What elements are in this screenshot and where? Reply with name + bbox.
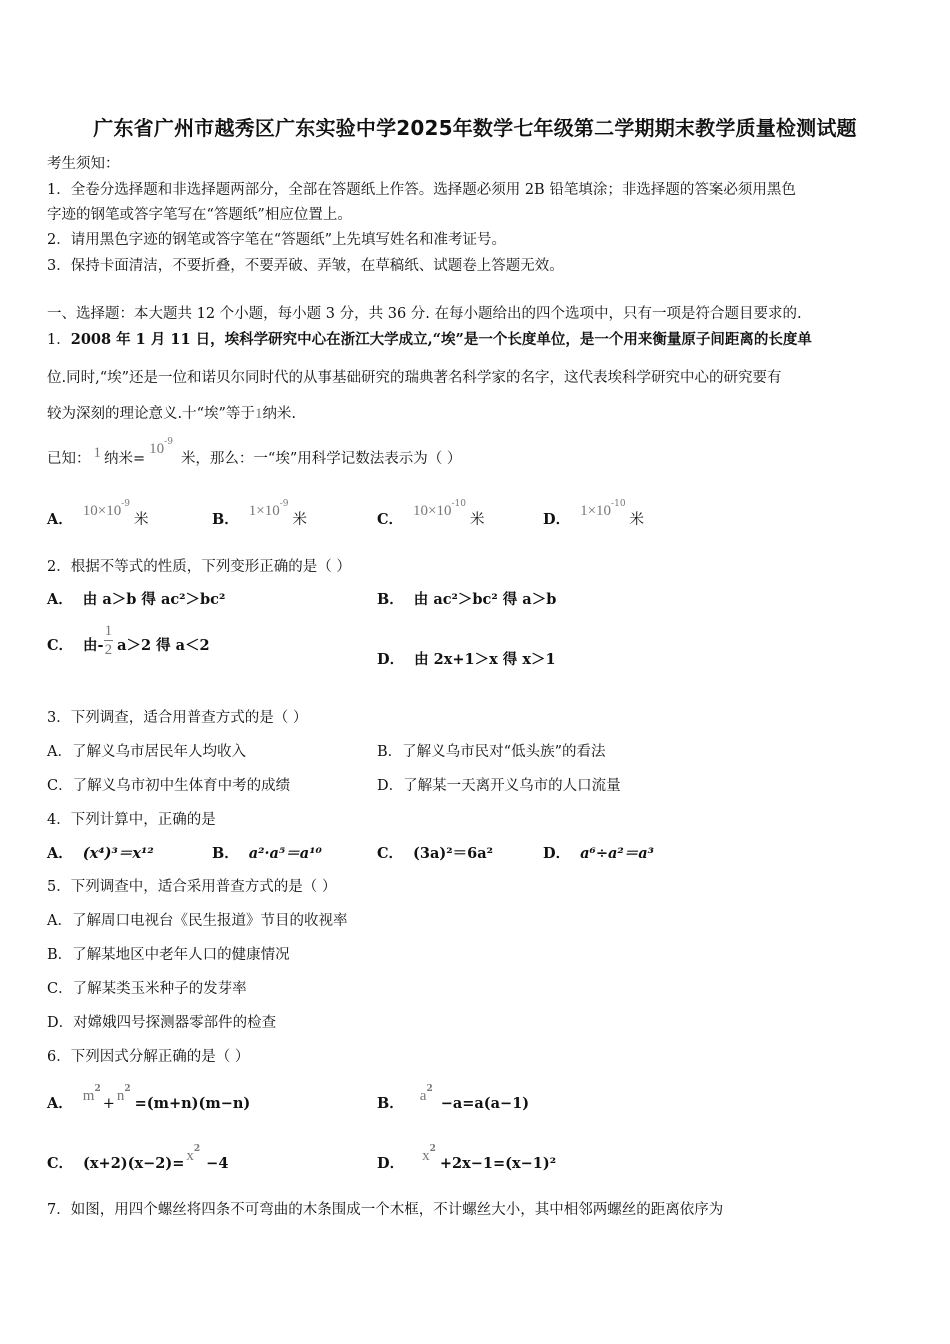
question-1-number: 1． [47,332,71,348]
option-letter: B． [377,1095,404,1112]
option-prefix: 由- [83,636,104,654]
option-letter: D． [543,845,571,862]
question-1-stem-line-1: 2008 年 1 月 11 日，埃科学研究中心在浙江大学成立,“埃”是一个长度单位，是一个用来衡量原子间距离的长度单 [70,331,812,348]
question-5-option-a[interactable]: A．了解周口电视台《民生报道》节目的收视率 [47,913,348,929]
question-6-option-d[interactable] [377,1144,557,1173]
question-2-option-c[interactable] [47,622,210,659]
question-5-option-d[interactable]: D．对嫦娥四号探测器零部件的检查 [47,1015,277,1031]
option-letter: B． [212,845,239,862]
exp-2: 2 [124,1084,131,1094]
question-6-text: 下列因式分解正确的是（ ） [70,1049,250,1065]
question-2-number: 2． [47,559,71,575]
question-1-option-b[interactable] [212,499,308,529]
question-6-option-b[interactable] [377,1084,530,1113]
notice-item-2: 2．请用黑色字迹的钢笔或答字笔在“答题纸”上先填写姓名和准考证号。 [47,232,507,248]
question-2-option-a[interactable] [47,588,225,609]
question-1-option-d[interactable] [543,499,645,529]
option-coef: 10 [413,503,429,519]
question-1-one: 1 [254,406,263,422]
var-x: x [422,1148,430,1164]
question-6-option-a[interactable] [47,1084,251,1113]
notice-item-3: 3．保持卡面清洁，不要折叠，不要弄破、弄皱，在草稿纸、试题卷上答题无效。 [47,258,564,274]
option-expression: +2x−1=(x−1)² [439,1155,557,1172]
question-3-option-b[interactable]: B．了解义乌市民对“低头族”的看法 [377,744,606,760]
option-coef: 10 [82,503,98,519]
question-1-line-3 [47,402,296,423]
var-a: a [419,1088,427,1104]
question-3-number: 3． [47,710,71,726]
option-expression: (3a)²＝6a² [413,845,493,862]
question-5-text: 下列调查中，适合采用普查方式的是（ ） [70,879,337,895]
question-7-stem [47,1198,723,1219]
question-3-option-c[interactable]: C．了解义乌市初中生体育中考的成绩 [47,778,291,794]
option-unit: 米 [629,512,645,528]
fraction-one-half [104,622,114,659]
exp-2: 2 [426,1084,433,1094]
option-letter: A． [47,591,73,608]
option-letter: A． [47,1095,73,1112]
var-n: n [116,1088,125,1104]
option-exp: -9 [121,499,131,509]
notice-item-1-line-1: 1．全卷分选择题和非选择题两部分，全部在答题纸上作答。选择题必须用 2B 铅笔填涂；非选择题的答案必须用黑色 [47,182,796,198]
option-base: ×10 [97,503,122,519]
option-letter: C． [377,511,404,528]
question-4-option-b[interactable] [212,842,322,863]
question-3-stem [47,706,307,727]
option-expression: a⁶÷a²＝a³ [580,845,654,862]
question-7-number: 7． [47,1202,71,1218]
question-2-option-b[interactable] [377,588,556,609]
exp-2: 2 [429,1144,436,1154]
question-5-option-b[interactable]: B．了解某地区中老年人口的健康情况 [47,947,290,963]
notice-item-1-line-2: 字迹的钢笔或答字笔写在“答题纸”相应位置上。 [47,207,352,223]
option-base: ×10 [256,503,280,519]
option-letter: D． [377,651,405,668]
option-exp: -10 [451,499,467,509]
question-6-number: 6． [47,1049,71,1065]
question-5-number: 5． [47,879,71,895]
option-expression: (x+2)(x−2)= [83,1155,185,1172]
question-1-given: 已知： [47,451,91,467]
option-expression-rest: −4 [206,1155,229,1172]
question-1-nm: 纳米= [104,451,146,467]
question-1-ask: 米，那么：一“埃”用科学记数法表示为（ ） [180,451,462,467]
option-unit: 米 [292,512,308,528]
question-1-line-3-text: 较为深刻的理论意义.十“埃”等于 [47,406,255,422]
question-1-line-2: 位.同时,“埃”还是一位和诺贝尔同时代的从事基础研究的瑞典著名科学家的名字，这代表埃科学研究中心的研究要有 [47,370,782,386]
question-5-stem [47,875,336,896]
option-expression: a²·a⁵＝a¹⁰ [248,845,322,862]
option-letter: D． [377,1155,405,1172]
question-4-number: 4． [47,812,71,828]
option-text: 由 2x+1＞x 得 x＞1 [414,651,556,668]
option-text: 由 ac²＞bc² 得 a＞b [413,591,557,608]
option-coef: 1 [248,503,257,519]
question-7-text: 如图，用四个螺丝将四条不可弯曲的木条围成一个木框，不计螺丝大小，其中相邻两螺丝的距离依序为 [70,1202,724,1218]
question-1-option-c[interactable] [377,499,485,529]
option-expression: −a=a(a−1) [440,1095,530,1112]
fraction-denominator: 2 [104,642,113,658]
var-x: x [186,1148,194,1164]
plus-sign: + [102,1096,115,1112]
option-base: ×10 [587,503,612,519]
option-expression: =(m+n)(m−n) [134,1095,251,1112]
question-4-stem [47,808,216,829]
question-5-option-c[interactable]: C．了解某类玉米种子的发芽率 [47,981,247,997]
section-heading: 一、选择题：本大题共 12 个小题，每小题 3 分，共 36 分. 在每小题给出的四个选项中，只有一项是符合题目要求的. [47,306,802,322]
option-letter: A． [47,511,73,528]
option-coef: 1 [580,503,588,519]
option-letter: C． [47,1155,74,1172]
question-2-stem [47,555,351,576]
option-exp: -9 [279,499,289,509]
option-letter: C． [377,845,404,862]
option-base: ×10 [428,503,452,519]
question-2-option-d[interactable] [377,648,556,669]
option-text: 由 a＞b 得 ac²＞bc² [82,591,226,608]
notice-heading: 考生须知： [47,156,120,172]
question-4-option-c[interactable] [377,842,493,863]
option-letter: B． [377,591,404,608]
option-letter: A． [47,845,73,862]
var-m: m [82,1088,95,1104]
question-6-option-c[interactable] [47,1144,229,1173]
option-expression: (x⁴)³＝x¹² [82,845,154,862]
question-4-option-a[interactable] [47,842,154,863]
option-exp: -10 [611,499,626,509]
question-2-text: 根据不等式的性质，下列变形正确的是（ ） [70,559,351,575]
question-4-option-d[interactable] [543,842,654,863]
question-3-option-d[interactable]: D．了解某一天离开义乌市的人口流量 [377,778,621,794]
option-letter: B． [212,511,239,528]
option-letter: D． [543,511,571,528]
question-1-power-exp: -9 [164,437,173,447]
fraction-numerator: 1 [104,623,113,639]
question-1-line-3-end: 纳米. [262,406,297,422]
option-unit: 米 [134,512,149,528]
option-text: a＞2 得 a＜2 [117,636,210,654]
question-1-line-4 [47,437,462,468]
option-letter: C． [47,636,74,654]
exp-2: 2 [193,1144,201,1154]
question-1-nm-one: 1 [93,445,101,461]
question-3-option-a[interactable]: A．了解义乌市居民年人均收入 [47,744,246,760]
page-title: 广东省广州市越秀区广东实验中学2025年数学七年级第二学期期末教学质量检测试题 [93,116,857,140]
option-unit: 米 [470,512,485,528]
exp-2: 2 [94,1084,101,1094]
question-6-stem [47,1045,249,1066]
question-1-line-1 [47,328,812,349]
question-1-option-a[interactable] [47,499,149,529]
question-1-power-base: 10 [149,441,165,457]
question-3-text: 下列调查，适合用普查方式的是（ ） [70,710,308,726]
question-4-text: 下列计算中，正确的是 [70,812,216,828]
